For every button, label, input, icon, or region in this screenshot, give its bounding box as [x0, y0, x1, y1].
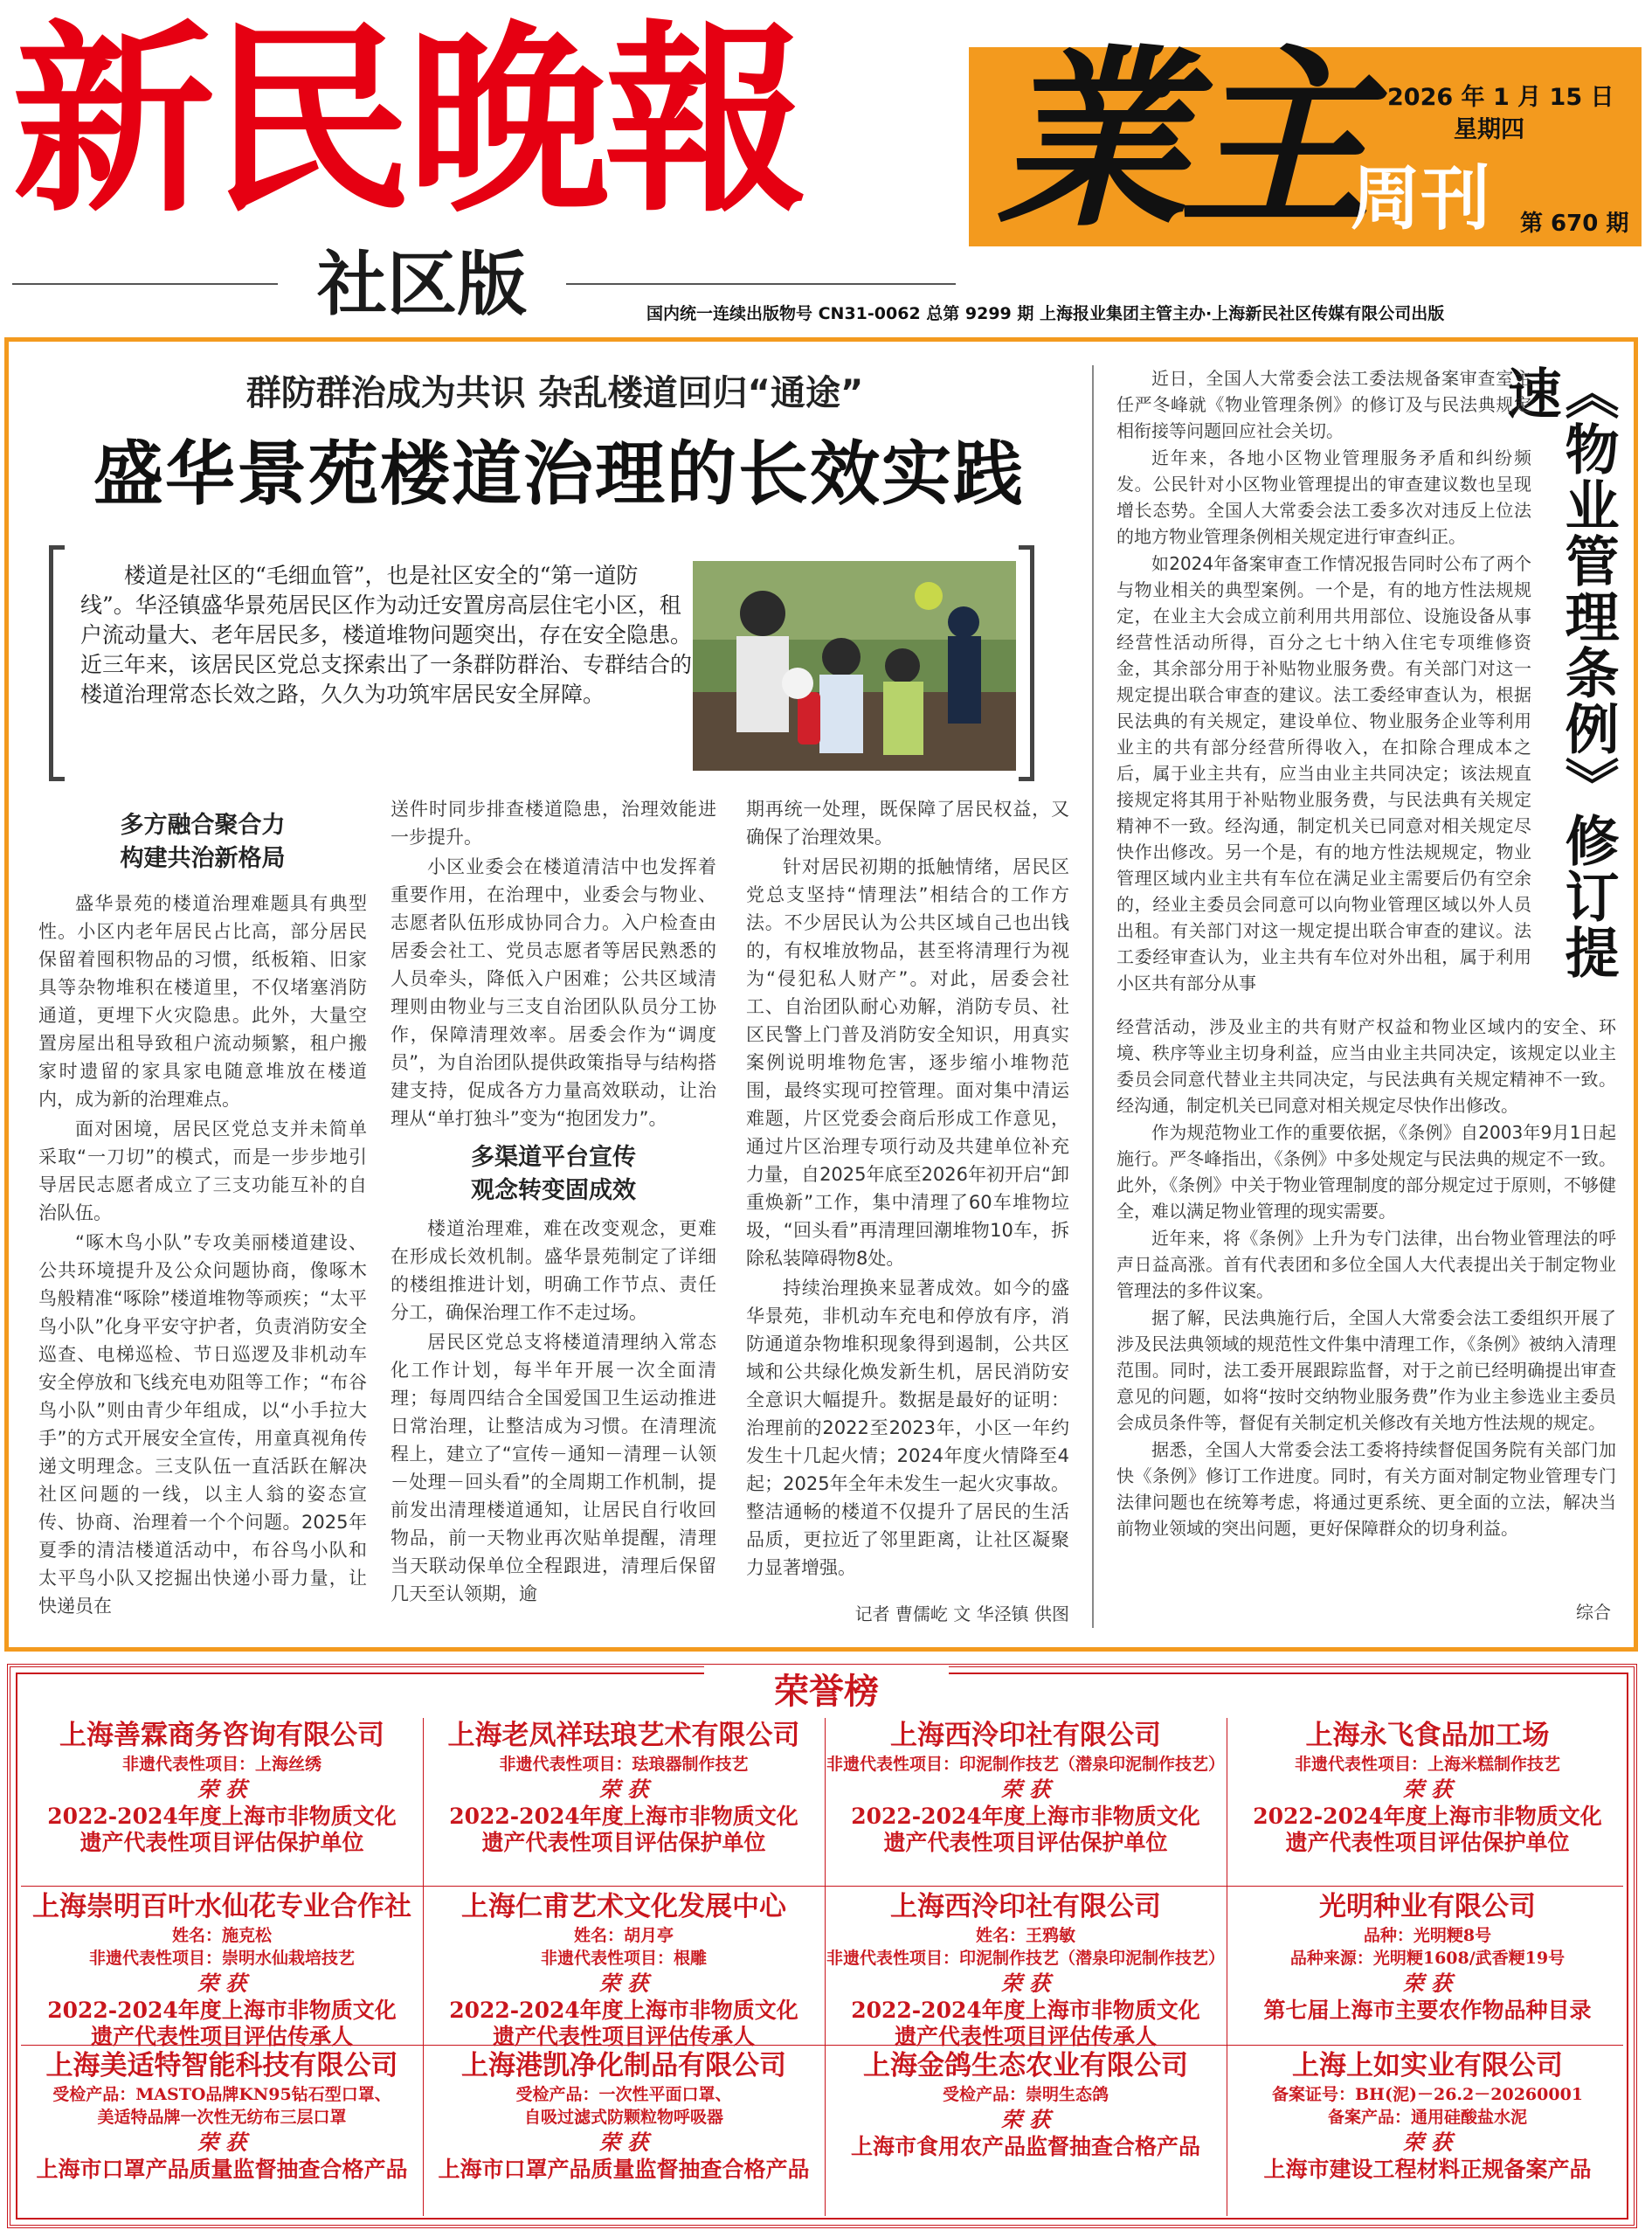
paragraph: 面对困境，居民区党总支并未简单采取“一刀切”的模式，而是一步步地引导居民志愿者成立了三支功能互补的自治队伍。	[38, 1118, 367, 1223]
side-article-upper	[1116, 365, 1531, 1014]
honor-award-text: 2022-2024年度上海市非物质文化	[851, 1804, 1200, 1829]
honor-awarded-label: 荣 获	[197, 1970, 247, 1996]
honor-detail: 姓名：王鸦敏	[975, 1926, 1075, 1945]
honor-awarded-label: 荣 获	[598, 2130, 649, 2155]
honor-detail: 姓名：胡月亭	[573, 1926, 674, 1945]
honor-awarded-label: 荣 获	[197, 2130, 247, 2155]
honor-detail: 受检产品：一次性平面口罩、	[515, 2085, 732, 2104]
honor-company-name: 上海金鸽生态农业有限公司	[863, 2050, 1188, 2081]
paragraph: 据了解，民法典施行后，全国人大常委会法工委组织开展了涉及民法典领域的规范性文件集中清理工作，《条例》被纳入清理范围。同时，法工委开展跟踪监督，对于之前已经明确提出审查意见的问题，如将“按时交纳物业服务费”作为业主参选业主委员会成员条件等，督促有关制定机关修改有关地方性法规的规定。	[1116, 1307, 1616, 1433]
article-column-1	[38, 890, 367, 1624]
honor-entry	[1228, 1718, 1627, 1856]
honor-entry	[425, 1718, 823, 1856]
honor-detail: 品种：光明粳8号	[1363, 1926, 1492, 1945]
honor-company-name: 上海永飞食品加工场	[1305, 1720, 1550, 1751]
honor-awarded-label: 荣 获	[1402, 1776, 1453, 1802]
honor-awarded-label: 荣 获	[598, 1776, 649, 1802]
honor-detail: 备案证号：BH(泥)－26.2－20260001	[1271, 2085, 1584, 2104]
honor-entry	[826, 1718, 1225, 1856]
honor-company-name: 上海老凤祥珐琅艺术有限公司	[447, 1720, 800, 1751]
honor-detail: 非遗代表性项目：印泥制作技艺（潜泉印泥制作技艺）	[826, 1949, 1225, 1968]
article-photo	[693, 561, 1016, 771]
honor-award-text: 2022-2024年度上海市非物质文化	[851, 1998, 1200, 2023]
honor-award-text: 遗产代表性项目评估保护单位	[1285, 1830, 1570, 1855]
honor-awarded-label: 荣 获	[197, 1776, 247, 1802]
honor-award-text: 2022-2024年度上海市非物质文化	[47, 1804, 397, 1829]
paragraph: “啄木鸟小队”专攻美丽楼道建设、公共环境提升及公众问题协商，像啄木鸟般精准“啄除”楼道堆物等顽疾；“太平鸟小队”化身平安守护者，负责消防安全巡查、电梯巡检、节日巡逻及非机动车安全停放和飞线充电劝阻等工作；“布谷鸟小队”则由青少年组成，以“小手拉大手”的方式开展安全宣传，用童真视角传递文明理念。三支队伍一直活跃在解决社区问题的一线，以主人翁的姿态宣传、协商、治理着一个个问题。2025年夏季的清洁楼道活动中，布谷鸟小队和太平鸟小队又挖掘出快递小哥力量，让快递员在	[38, 1232, 367, 1617]
honor-detail: 品种来源：光明粳1608/武香粳19号	[1289, 1949, 1566, 1968]
honor-company-name: 上海崇明百叶水仙花专业合作社	[32, 1891, 411, 1922]
honor-award-text: 2022-2024年度上海市非物质文化	[449, 1804, 798, 1829]
honor-award-text: 上海市食用农产品监督抽查合格产品	[850, 2134, 1200, 2159]
honor-award-text: 上海市口罩产品质量监督抽查合格产品	[36, 2157, 408, 2182]
side-article-title: 《物业管理条例》修订提速	[1498, 365, 1620, 980]
subhead-2-line-2: 观念转变固成效	[471, 1177, 636, 1204]
article-column-3	[746, 795, 1069, 1617]
honor-award-text: 遗产代表性项目评估传承人	[492, 2024, 755, 2049]
honor-awarded-label: 荣 获	[1000, 1776, 1051, 1802]
honor-detail: 受检产品：崇明生态鸽	[942, 2085, 1109, 2104]
honor-entry	[425, 2048, 823, 2183]
article-headline: 盛华景苑楼道治理的长效实践	[93, 433, 1025, 515]
column-divider	[1092, 365, 1094, 1628]
honor-entry	[1228, 2048, 1627, 2183]
honor-entry	[23, 1889, 421, 2050]
supplement-name: 業主	[996, 26, 1364, 253]
paragraph: 送件时同步排查楼道隐患，治理效能进一步提升。	[391, 799, 716, 848]
photo-icon	[693, 561, 1016, 771]
edition-name: 社区版	[278, 241, 566, 329]
honor-awarded-label: 荣 获	[1402, 2130, 1453, 2155]
paragraph: 居民区党总支将楼道清理纳入常态化工作计划，每半年开展一次全面清理；每周四结合全国爱国卫生运动推进日常治理，让整洁成为习惯。在清理流程上，建立了“宣传－通知－清理－认领－处理－回头看”的全周期工作机制，提前发出清理楼道通知，让居民自行收回物品，前一天物业再次贴单提醒，清理当天联动保单位全程跟进，清理后保留几天至认领期，逾	[391, 1332, 716, 1604]
honor-detail: 非遗代表性项目：崇明水仙栽培技艺	[88, 1949, 355, 1968]
honor-award-text: 遗产代表性项目评估传承人	[894, 2024, 1157, 2049]
paragraph: 经营活动，涉及业主的共有财产权益和物业区域内的安全、环境、秩序等业主切身利益，应当由业主共同决定，该规定以业主委员会同意代替业主共同决定，与民法典有关规定精神不一致。经沟通，制定机关已同意对相关规定尽快作出修改。	[1116, 1016, 1616, 1116]
issue-number: 第 670 期	[1520, 211, 1629, 237]
intro-bracket-left	[49, 545, 65, 781]
paragraph: 楼道治理难，难在改变观念，更难在形成长效机制。盛华景苑制定了详细的楼组推进计划，明确工作节点、责任分工，确保治理工作不走过场。	[391, 1218, 716, 1323]
honor-entry	[1228, 1889, 1627, 2024]
subhead-1-line-2: 构建共治新格局	[120, 845, 286, 872]
issue-date: 2026 年 1 月 15 日	[1387, 84, 1614, 111]
honor-company-name: 上海西泠印社有限公司	[890, 1720, 1161, 1751]
honor-detail: 备案产品：通用硅酸盐水泥	[1327, 2108, 1527, 2127]
honor-company-name: 上海西泠印社有限公司	[890, 1891, 1161, 1922]
side-article-source: 综合	[1576, 1602, 1611, 1623]
honor-detail: 受检产品：MASTO品牌KN95钻石型口罩、	[52, 2085, 391, 2104]
honor-detail: 非遗代表性项目：上海米糕制作技艺	[1294, 1755, 1560, 1774]
newspaper-masthead-title: 新民晚報	[12, 1, 803, 239]
paragraph: 针对居民初期的抵触情绪，居民区党总支坚持“情理法”相结合的工作方法。不少居民认为公共区域自己也出钱的，有权堆放物品，甚至将清理行为视为“侵犯私人财产”。对此，居委会社工、自治团队耐心劝解，消防专员、社区民警上门普及消防安全知识，用真实案例说明堆物危害，逐步缩小堆物范围，最终实现可控管理。面对集中清运难题，片区党委会商后形成工作意见，通过片区治理专项行动及共建单位补充力量，自2025年底至2026年初开启“卸重焕新”工作，集中清理了60车堆物垃圾，“回头看”再清理回潮堆物10车，拆除私装障碍物8处。	[746, 856, 1069, 1269]
honor-entry	[425, 1889, 823, 2050]
honor-awarded-label: 荣 获	[1000, 1970, 1051, 1996]
honor-company-name: 上海仁甫艺术文化发展中心	[461, 1891, 786, 1922]
paragraph: 近年来，各地小区物业管理服务矛盾和纠纷频发。公民针对小区物业管理提出的审查建议数也呈现增长态势。全国人大常委会法工委多次对违反上位法的地方物业管理条例相关规定进行审查纠正。	[1116, 447, 1531, 547]
honor-award-text: 遗产代表性项目评估保护单位	[79, 1830, 364, 1855]
honor-awarded-label: 荣 获	[1402, 1970, 1453, 1996]
side-article-lower	[1116, 1014, 1616, 1625]
subhead-2-line-1: 多渠道平台宣传	[471, 1144, 636, 1171]
honor-award-text: 遗产代表性项目评估传承人	[90, 2024, 353, 2049]
paragraph: 小区业委会在楼道清洁中也发挥着重要作用，在治理中，业委会与物业、志愿者队伍形成协同合力。入户检查由居委会社工、党员志愿者等居民熟悉的人员牵头，降低入户困难；公共区域清理则由物业与三支自治团队队员分工协作，保障清理效率。居委会作为“调度员”，为自治团队提供政策指导与结构搭建支持，促成各方力量高效联动，让治理从“单打独斗”变为“抱团发力”。	[391, 856, 716, 1129]
honor-detail: 自吸过滤式防颗粒物呼吸器	[523, 2108, 723, 2127]
subhead-1	[38, 809, 367, 877]
honor-detail: 非遗代表性项目：印泥制作技艺（潜泉印泥制作技艺）	[826, 1755, 1225, 1774]
honor-award-text: 上海市建设工程材料正规备案产品	[1263, 2157, 1592, 2182]
issue-weekday: 星期四	[1454, 116, 1524, 143]
honor-company-name: 光明种业有限公司	[1319, 1891, 1536, 1922]
honor-award-text: 遗产代表性项目评估保护单位	[883, 1830, 1168, 1855]
honor-award-text: 第七届上海市主要农作物品种目录	[1263, 1998, 1592, 2023]
honor-company-name: 上海善霖商务咨询有限公司	[59, 1720, 384, 1751]
honor-award-text: 上海市口罩产品质量监督抽查合格产品	[438, 2157, 810, 2182]
honor-entry	[826, 2048, 1225, 2160]
article-intro: 楼道是社区的“毛细血管”，也是社区安全的“第一道防线”。华泾镇盛华景苑居民区作为动迁安置房高层住宅小区，租户流动量大、老年居民多，楼道堆物问题突出，存在安全隐患。近三年来，该居民区党总支探索出了一条群防群治、专群结合的楼道治理常态长效之路，久久为功筑牢居民安全屏障。	[80, 563, 692, 707]
article-column-2	[391, 795, 716, 1624]
honor-col-divider	[423, 1718, 424, 2216]
honor-award-text: 2022-2024年度上海市非物质文化	[47, 1998, 397, 2023]
subhead-2	[391, 1141, 716, 1208]
supplement-weekly-label: 周刊	[1351, 158, 1490, 239]
paragraph: 作为规范物业工作的重要依据，《条例》自2003年9月1日起施行。严冬峰指出，《条例》中多处规定与民法典的规定不一致。此外，《条例》中关于物业管理制度的部分规定过于原则，不够健全，难以满足物业管理的现实需要。	[1116, 1122, 1616, 1222]
subhead-1-line-1: 多方融合聚合力	[120, 812, 286, 839]
paragraph: 持续治理换来显著成效。如今的盛华景苑，非机动车充电和停放有序，消防通道杂物堆积现象得到遏制，公共区域和公共绿化焕发新生机，居民消防安全意识大幅提升。数据是最好的证明：治理前的2022至2023年，小区一年约发生十几起火情；2024年度火情降至4起；2025年全年未发生一起火灾事故。整洁通畅的楼道不仅提升了居民的生活品质，更拉近了邻里距离，让社区凝聚力显著增强。	[746, 1278, 1069, 1578]
honor-awarded-label: 荣 获	[1000, 2107, 1051, 2132]
honor-company-name: 上海美适特智能科技有限公司	[45, 2050, 398, 2081]
honor-entry	[826, 1889, 1225, 2050]
paragraph: 如2024年备案审查工作情况报告同时公布了两个与物业相关的典型案例。一个是，有的地方性法规规定，在业主大会成立前利用共用部位、设施设备从事经营性活动所得，百分之七十纳入住宅专项维修资金，其余部分用于补贴物业服务费。有关部门对这一规定提出联合审查的建议。法工委经审查认为，根据民法典的有关规定，建设单位、物业服务企业等利用业主的共有部分经营所得收入，在扣除合理成本之后，属于业主共有，应当由业主共同决定；该法规直接规定将其用于补贴物业服务费，与民法典有关规定精神不一致。经沟通，制定机关已同意对相关规定尽快作出修改。另一个是，有的地方性法规规定，物业管理区域内业主共有车位在满足业主需要后仍有空余的，经业主委员会同意可以向物业管理区域以外人员出租。有关部门对这一规定提出联合审查的建议。法工委经审查认为，业主共有车位对外出租，属于利用小区共有部分从事	[1116, 553, 1531, 994]
honor-award-text: 遗产代表性项目评估保护单位	[481, 1830, 766, 1855]
paragraph: 盛华景苑的楼道治理难题具有典型性。小区内老年居民占比高，部分居民保留着囤积物品的习惯，纸板箱、旧家具等杂物堆积在楼道里，不仅堵塞消防通道，更埋下火灾隐患。此外，大量空置房屋出租导致租户流动频繁，租户搬家时遗留的家具家电随意堆放在楼道内，成为新的治理难点。	[38, 893, 367, 1110]
honor-roll-title: 荣誉榜	[704, 1666, 949, 1718]
honor-award-text: 2022-2024年度上海市非物质文化	[1253, 1804, 1602, 1829]
paragraph: 据悉，全国人大常委会法工委将持续督促国务院有关部门加快《条例》修订工作进度。同时，有关方面对制定物业管理专门法律问题也在统筹考虑，将通过更系统、更全面的立法，解决当前物业领域的突出问题，更好保障群众的切身利益。	[1116, 1439, 1616, 1539]
honor-company-name: 上海港凯净化制品有限公司	[461, 2050, 786, 2081]
article-kicker: 群防群治成为共识 杂乱楼道回归“通途”	[245, 373, 864, 413]
honor-company-name: 上海上如实业有限公司	[1292, 2050, 1563, 2081]
paragraph: 期再统一处理，既保障了居民权益，又确保了治理效果。	[746, 799, 1069, 848]
paragraph: 近年来，将《条例》上升为专门法律，出台物业管理法的呼声日益高涨。首有代表团和多位全国人大代表提出关于制定物业管理法的多件议案。	[1116, 1228, 1616, 1301]
honor-award-text: 2022-2024年度上海市非物质文化	[449, 1998, 798, 2023]
article-byline: 记者 曹儒屹 文 华泾镇 供图	[854, 1603, 1069, 1624]
honor-entry	[23, 2048, 421, 2183]
honor-detail: 非遗代表性项目：上海丝绣	[121, 1755, 321, 1774]
honor-detail: 非遗代表性项目：根雕	[540, 1949, 707, 1968]
honor-awarded-label: 荣 获	[598, 1970, 649, 1996]
paragraph: 近日，全国人大常委会法工委法规备案审查室主任严冬峰就《物业管理条例》的修订及与民法典规定相衔接等问题回应社会关切。	[1116, 368, 1531, 441]
honor-detail: 非遗代表性项目：珐琅器制作技艺	[499, 1755, 749, 1774]
honor-entry	[23, 1718, 421, 1856]
honor-row-divider	[21, 1886, 1623, 1887]
honor-detail: 美适特品牌一次性无纺布三层口罩	[97, 2108, 347, 2127]
intro-bracket-right	[1019, 545, 1034, 781]
publication-info: 国内统一连续出版物号 CN31-0062 总第 9299 期 上海报业集团主管主办·上海新民社区传媒有限公司出版	[646, 304, 1445, 323]
honor-detail: 姓名：施克松	[171, 1926, 272, 1945]
honor-col-divider	[825, 1718, 826, 2216]
